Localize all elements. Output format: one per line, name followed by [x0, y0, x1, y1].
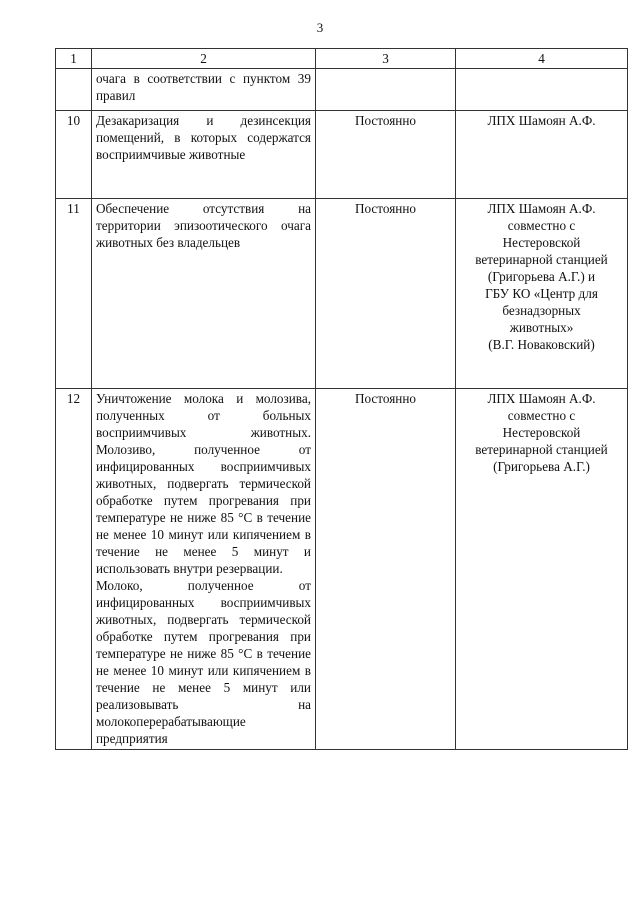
responsible-line: ветеринарной станцией — [475, 442, 608, 457]
page-number: 3 — [316, 20, 324, 35]
responsible-line: ЛПХ Шамоян А.Ф. — [487, 201, 596, 216]
responsible-line: совместно с — [507, 408, 576, 423]
responsible-line: безнадзорных — [502, 303, 581, 318]
responsible-line: (В.Г. Новаковский) — [488, 337, 595, 352]
column-header: 3 — [316, 49, 456, 69]
responsible-line: (Григорьева А.Г.) и — [487, 269, 596, 284]
responsible-line: ГБУ КО «Центр для — [485, 286, 598, 301]
row-number: 12 — [56, 389, 92, 750]
table-row — [56, 389, 628, 750]
measure-paragraph: Молоко, полученное от инфицированных восприимчивых животных, подвергать термической обработке путем прогревания при температуре не ниже 85 °С в течение не менее 10 минут или кипячением в течение не менее 5 минут или реализовывать на молокоперерабатывающие предприятия — [96, 578, 311, 746]
measure-text: Дезакаризация и дезинсекция помещений, в которых содержатся восприимчивые животные — [96, 113, 311, 162]
responsible-cell — [456, 69, 628, 111]
measure-text: очага в соответствии с пунктом 39 правил — [96, 71, 311, 103]
measure-cell — [92, 389, 316, 750]
term-cell: Постоянно — [316, 199, 456, 389]
responsible-line: совместно с — [507, 218, 576, 233]
term-cell: Постоянно — [316, 111, 456, 199]
responsible-cell — [456, 389, 628, 750]
column-header: 1 — [56, 49, 92, 69]
responsible-line: (Григорьева А.Г.) — [493, 459, 590, 474]
measure-paragraph: Уничтожение молока и молозива, полученных от больных восприимчивых животных. Молозиво, полученное от инфицированных восприимчивых животных, подвергать термической обработке путем прогревания при температуре не ниже 85 °С в течение не менее 10 минут или кипячением в течение не менее 5 минут и использовать внутри резервации. — [96, 391, 311, 576]
row-number: 10 — [56, 111, 92, 199]
responsible-cell — [456, 111, 628, 199]
responsible-line: ЛПХ Шамоян А.Ф. — [487, 113, 596, 128]
responsible-cell — [456, 199, 628, 389]
responsible-line: Нестеровской — [502, 425, 581, 440]
responsible-line: Нестеровской — [502, 235, 581, 250]
table-row — [56, 199, 628, 389]
responsible-line: ветеринарной станцией — [475, 252, 608, 267]
responsible-line: ЛПХ Шамоян А.Ф. — [487, 391, 596, 406]
column-header: 2 — [92, 49, 316, 69]
responsible-line: животных» — [509, 320, 574, 335]
table-row-continuation — [56, 69, 628, 111]
table-row — [56, 111, 628, 199]
table-header-row — [56, 49, 628, 69]
term-cell: Постоянно — [316, 389, 456, 750]
measure-cell — [92, 69, 316, 111]
measure-text: Обеспечение отсутствия на территории эпизоотического очага животных без владельцев — [96, 201, 311, 250]
term-cell — [316, 69, 456, 111]
column-header: 4 — [456, 49, 628, 69]
row-number: 11 — [56, 199, 92, 389]
measures-table — [55, 48, 628, 750]
measure-cell — [92, 199, 316, 389]
measure-cell — [92, 111, 316, 199]
row-number-cell — [56, 69, 92, 111]
